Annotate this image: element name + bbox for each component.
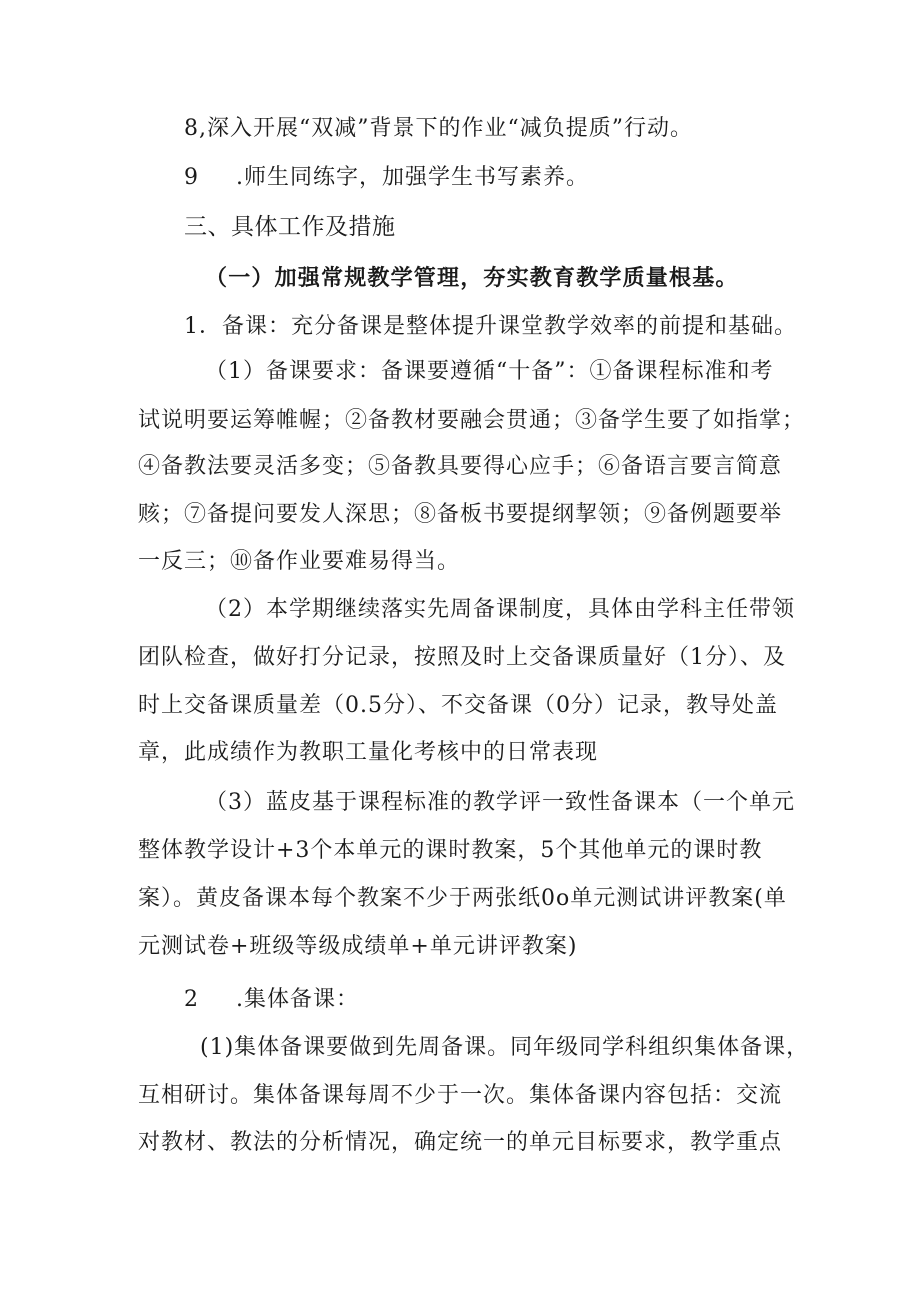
para-1-line-5: 一反三；⑩备作业要难易得当。 (138, 549, 461, 574)
para-3-line-4: 元测试卷+班级等级成绩单+单元讲评教案) (138, 934, 578, 959)
item-9-text: .师生同练字，加强学生书写素养。 (236, 165, 589, 190)
item-2-group-prep (184, 985, 359, 1015)
section-heading-3: 三、具体工作及措施 (184, 214, 396, 240)
para-3-line-2: 整体教学设计+3个本单元的课时教案，5个其他单元的课时教 (138, 838, 763, 863)
para-1-line-3: ④备教法要灵活多变；⑤备教具要得心应手；⑥备语言要言简意 (138, 454, 783, 479)
item-2-number: 2 (184, 987, 199, 1012)
para-3-line-1: （3）蓝皮基于课程标准的教学评一致性备课本（一个单元 (205, 790, 795, 815)
item-9-number: 9 (184, 165, 199, 190)
para-3-line-3: 案）。黄皮备课本每个教案不少于两张纸0o单元测试讲评教案(单 (138, 886, 787, 911)
subsection-heading-1: （一）加强常规教学管理，夯实教育教学质量根基。 (205, 265, 739, 291)
item-2-text: .集体备课： (236, 987, 359, 1012)
item-1-lesson-prep: 1．备课：充分备课是整体提升课堂教学效率的前提和基础。 (184, 314, 797, 339)
para-2-line-4: 章，此成绩作为教职工量化考核中的日常表现 (138, 740, 599, 765)
item-8: 8,深入开展“双减”背景下的作业“减负提质”行动。 (184, 116, 693, 141)
para-2-line-3: 时上交备课质量差（0.5分）、不交备课（0分）记录，教导处盖 (138, 693, 778, 718)
para-1-line-1: （1）备课要求：备课要遵循“十备”：①备课程标准和考 (205, 359, 774, 384)
item-9 (184, 163, 589, 193)
para-2-line-1: （2）本学期继续落实先周备课制度，具体由学科主任带领 (205, 597, 795, 622)
para-1-line-2: 试说明要运筹帷幄；②备教材要融会贯通；③备学生要了如指掌； (138, 408, 806, 433)
para-1-line-4: 赅；⑦备提问要发人深思；⑧备板书要提纲挈领；⑨备例题要举 (138, 502, 783, 527)
para-4-line-3: 对教材、教法的分析情况，确定统一的单元目标要求，教学重点 (138, 1130, 783, 1155)
para-4-line-1: (1)集体备课要做到先周备课。同年级同学科组织集体备课， (200, 1035, 810, 1060)
para-2-line-2: 团队检查，做好打分记录，按照及时上交备课质量好（1分）、及 (138, 645, 786, 670)
para-4-line-2: 互相研讨。集体备课每周不少于一次。集体备课内容包括：交流 (138, 1083, 783, 1108)
